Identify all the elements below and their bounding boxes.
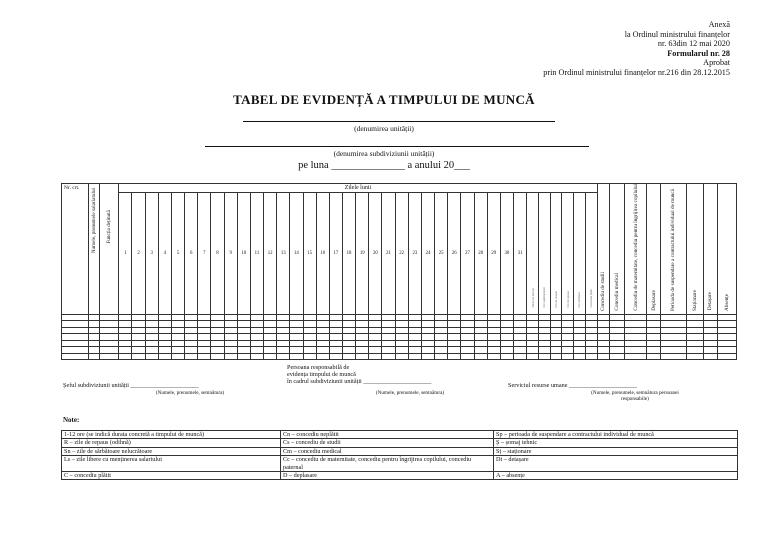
table-row — [62, 353, 737, 360]
table-cell[interactable] — [369, 353, 382, 360]
day-number: 26 — [448, 193, 461, 315]
column-header-text: Perioada de suspendare a contractului individual de muncă — [670, 188, 677, 311]
day-number: 16 — [316, 193, 329, 315]
column-header-2 — [610, 184, 625, 315]
table-cell[interactable] — [290, 353, 303, 360]
notes-cell: Cn – concediu neplătit — [281, 431, 494, 439]
column-header-6 — [686, 184, 703, 315]
column-header-text: Detașare — [707, 292, 714, 311]
table-cell[interactable] — [356, 353, 369, 360]
notes-cell: 1-12 ore (se indică durata concretă a timpului de muncă) — [62, 431, 281, 439]
subdivision-name-line — [205, 146, 589, 147]
day-number: 28 — [474, 193, 487, 315]
day-number: 29 — [487, 193, 500, 315]
day-number: 17 — [329, 193, 342, 315]
nr-header: Nr. crt. — [62, 184, 89, 315]
table-cell[interactable] — [550, 353, 562, 360]
day-number: 4 — [158, 193, 171, 315]
column-header-1 — [597, 184, 610, 315]
column-header-text: Concediu medical — [614, 273, 621, 311]
notes-cell: Sț – staționare — [494, 447, 738, 455]
day-number: 24 — [421, 193, 434, 315]
column-header-text: Deplasare — [650, 289, 657, 311]
table-cell[interactable] — [474, 353, 487, 360]
name-header — [88, 184, 100, 315]
totals-header-text: Total ore lucrate — [530, 288, 535, 308]
table-cell[interactable] — [382, 353, 395, 360]
table-cell[interactable] — [661, 353, 686, 360]
day-number: 14 — [290, 193, 303, 315]
totals-header — [538, 193, 550, 315]
table-cell[interactable] — [435, 353, 448, 360]
day-number: 27 — [461, 193, 474, 315]
table-cell[interactable] — [198, 353, 211, 360]
dept-head-signature: Șeful subdiviziunii unității ______________________ — [63, 382, 199, 389]
day-number: 18 — [342, 193, 355, 315]
totals-header-text: Concediu plătit — [589, 289, 594, 308]
header-approval-order: prin Ordinul ministrului finanțelor nr.216 din 28.12.2015 — [543, 67, 730, 77]
unit-name-line — [243, 121, 555, 122]
table-cell[interactable] — [62, 353, 89, 360]
notes-row — [62, 472, 738, 480]
responsible-person-signature — [287, 364, 431, 386]
table-cell[interactable] — [185, 353, 198, 360]
day-number: 19 — [356, 193, 369, 315]
notes-row — [62, 456, 738, 472]
notes-row — [62, 431, 738, 439]
totals-header-text: Ore suplimentare — [542, 286, 547, 308]
header-form-number: Formularul nr. 28 — [667, 48, 730, 58]
day-number: 10 — [237, 193, 250, 315]
table-cell[interactable] — [264, 353, 277, 360]
notes-table — [61, 430, 738, 480]
notes-cell: Dt – detașare — [494, 456, 738, 472]
day-number: 21 — [382, 193, 395, 315]
document-header — [543, 20, 730, 78]
table-cell[interactable] — [145, 353, 158, 360]
header-row-top — [62, 184, 737, 193]
day-number: 8 — [211, 193, 224, 315]
hr-signature: Serviciul resurse umane ______________________ — [508, 382, 638, 389]
column-header-text: Staționare — [691, 289, 698, 311]
day-number: 13 — [277, 193, 290, 315]
table-cell[interactable] — [538, 353, 550, 360]
table-cell[interactable] — [342, 353, 355, 360]
day-number: 2 — [132, 193, 145, 315]
day-number: 7 — [198, 193, 211, 315]
table-cell[interactable] — [211, 353, 224, 360]
day-number: 6 — [185, 193, 198, 315]
totals-header-text: Ore de noapte — [553, 290, 558, 308]
name-header-text: Numele, prenumele salariatului — [90, 188, 97, 254]
table-cell[interactable] — [573, 353, 585, 360]
table-cell[interactable] — [158, 353, 171, 360]
dept-head-caption: (Numele, prenumele, semnătura) — [155, 390, 225, 396]
totals-header — [562, 193, 574, 315]
notes-cell: Cm – concediu medical — [281, 447, 494, 455]
totals-header-text: Ore sărbători — [577, 291, 582, 308]
table-cell[interactable] — [500, 353, 513, 360]
column-header-text: Concediu de studii — [600, 271, 607, 311]
table-cell[interactable] — [316, 353, 329, 360]
subdivision-caption: (denumirea subdiviziunii unității) — [333, 149, 435, 158]
table-cell[interactable] — [395, 353, 408, 360]
column-header-4 — [647, 184, 661, 315]
day-number: 31 — [514, 193, 527, 315]
header-approved: Aprobat — [703, 58, 730, 68]
column-header-3 — [625, 184, 647, 315]
table-cell[interactable] — [527, 353, 539, 360]
notes-cell: A – absențe — [494, 472, 738, 480]
day-number: 12 — [264, 193, 277, 315]
day-number: 9 — [224, 193, 237, 315]
totals-header — [585, 193, 597, 315]
responsible-line-3: în cadrul subdiviziunii unității ______________________ — [287, 378, 432, 386]
notes-title: Note: — [63, 416, 80, 424]
hr-caption: (Numele, prenumele, semnătura persoanei responsabile) — [591, 390, 679, 402]
page-title: TABEL DE EVIDENȚĂ A TIMPULUI DE MUNCĂ — [233, 92, 535, 107]
header-order: la Ordinul ministrului finanțelor — [624, 29, 730, 39]
day-number: 23 — [408, 193, 421, 315]
days-header: Zilele lunii — [119, 184, 597, 193]
table-cell[interactable] — [585, 353, 597, 360]
notes-row — [62, 439, 738, 447]
notes-cell: R – zile de repaus (odihnă) — [62, 439, 281, 447]
day-number: 20 — [369, 193, 382, 315]
totals-header — [550, 193, 562, 315]
notes-cell: Ls – zile libere cu menținerea salariului — [62, 456, 281, 472]
table-cell[interactable] — [329, 353, 342, 360]
notes-cell: Cs – concediu de studii — [281, 439, 494, 447]
table-cell[interactable] — [171, 353, 184, 360]
notes-cell: Sp – perioada de suspendare a contractului individual de muncă — [494, 431, 738, 439]
header-order-number: nr. 63din 12 mai 2020 — [657, 39, 730, 49]
column-header-text: Concediu de maternitate, concediu pentru îngrijirea copilului — [632, 184, 639, 311]
table-cell[interactable] — [224, 353, 237, 360]
notes-cell: D – deplasare — [281, 472, 494, 480]
timesheet-table — [61, 183, 737, 360]
table-cell[interactable] — [647, 353, 661, 360]
table-cell[interactable] — [132, 353, 145, 360]
table-cell[interactable] — [686, 353, 703, 360]
totals-header — [527, 193, 539, 315]
table-cell[interactable] — [514, 353, 527, 360]
table-cell[interactable] — [408, 353, 421, 360]
table-cell[interactable] — [100, 353, 119, 360]
table-cell[interactable] — [237, 353, 250, 360]
day-number: 11 — [250, 193, 263, 315]
month-year-line: pe luna ______________ a anului 20___ — [298, 160, 470, 171]
notes-cell: C – concediu plătit — [62, 472, 281, 480]
function-header — [100, 184, 119, 315]
totals-header — [573, 193, 585, 315]
table-cell[interactable] — [625, 353, 647, 360]
table-cell[interactable] — [277, 353, 290, 360]
column-header-8 — [717, 184, 736, 315]
table-cell[interactable] — [717, 353, 736, 360]
column-header-text: Absențe — [723, 293, 730, 311]
table-cell[interactable] — [250, 353, 263, 360]
responsible-line-2: evidența timpului de muncă — [287, 371, 356, 379]
notes-cell: Cc – concediu de maternitate, concediu pentru îngrijirea copilului, concediu paternal — [281, 456, 494, 472]
table-cell[interactable] — [597, 353, 610, 360]
totals-header-text: Ore de repaus — [565, 290, 570, 308]
day-number: 25 — [435, 193, 448, 315]
unit-caption: (denumirea unității) — [354, 124, 414, 133]
day-number: 30 — [500, 193, 513, 315]
day-number: 22 — [395, 193, 408, 315]
table-cell[interactable] — [119, 353, 132, 360]
responsible-line-1: Persoana responsabilă de — [287, 364, 350, 371]
table-cell[interactable] — [610, 353, 625, 360]
day-number: 1 — [119, 193, 132, 315]
day-number: 5 — [171, 193, 184, 315]
table-cell[interactable] — [487, 353, 500, 360]
table-cell[interactable] — [303, 353, 316, 360]
table-cell[interactable] — [421, 353, 434, 360]
day-number: 3 — [145, 193, 158, 315]
column-header-5 — [661, 184, 686, 315]
column-header-7 — [703, 184, 717, 315]
function-header-text: Funcția deținută — [106, 210, 113, 244]
day-number: 15 — [303, 193, 316, 315]
table-cell[interactable] — [562, 353, 574, 360]
table-cell[interactable] — [703, 353, 717, 360]
table-cell[interactable] — [461, 353, 474, 360]
notes-row — [62, 447, 738, 455]
table-cell[interactable] — [88, 353, 100, 360]
notes-cell: Sn – zile de sărbătoare nelucrătoare — [62, 447, 281, 455]
notes-cell: Ș – șomaj tehnic — [494, 439, 738, 447]
responsible-person-caption: (Numele, prenumele, semnătura) — [375, 390, 445, 396]
header-annex: Anexă — [708, 20, 730, 29]
table-cell[interactable] — [448, 353, 461, 360]
